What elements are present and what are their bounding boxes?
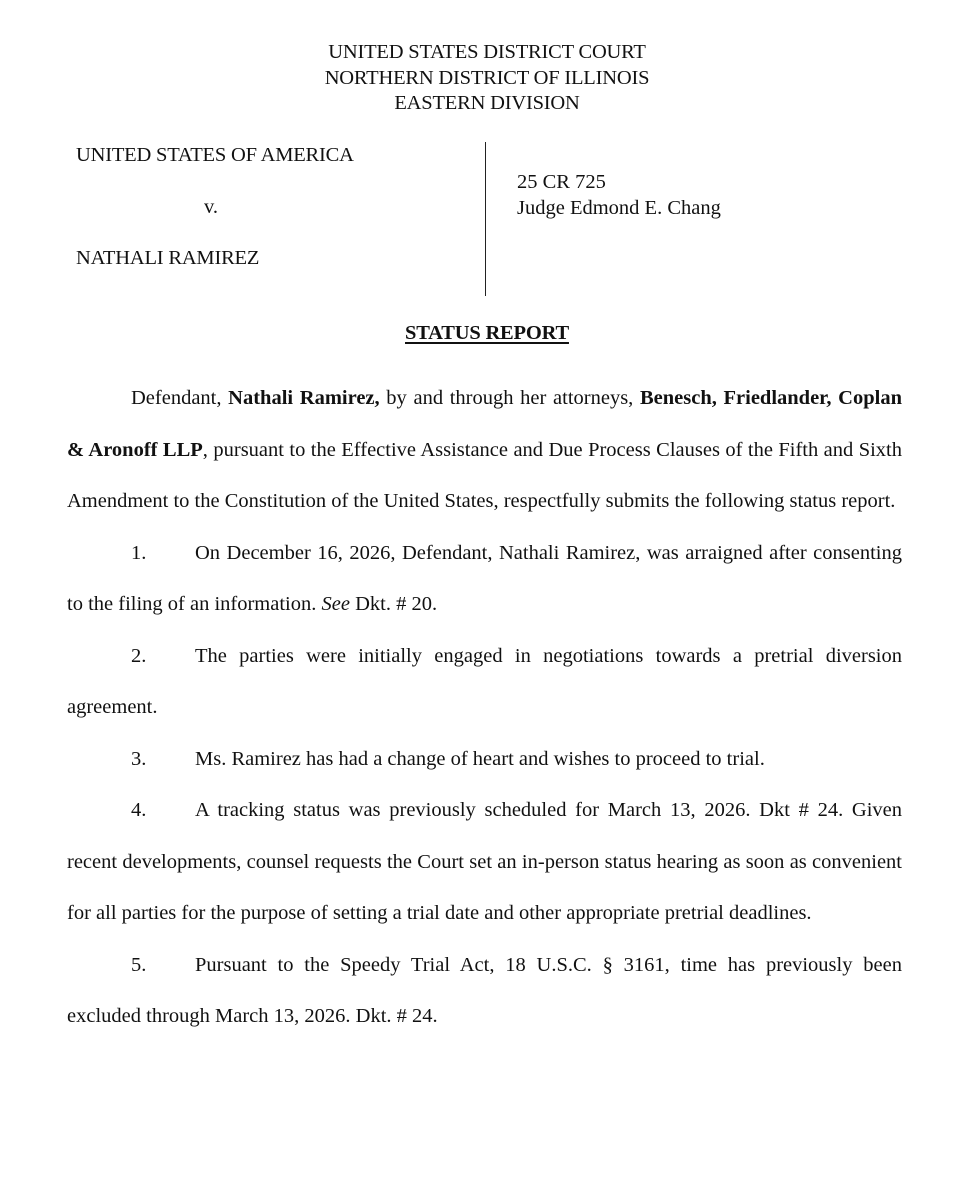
paragraph-text: The parties were initially engaged in negotiations towards a pretrial diversion agreement. (67, 644, 902, 718)
caption-case-info (517, 170, 721, 221)
intro-text-2: by and through her attorneys, (379, 387, 640, 409)
paragraph-number: 5. (131, 953, 147, 976)
numbered-paragraph-1 (67, 528, 902, 631)
versus-label: v. (204, 196, 219, 218)
intro-text-1: Defendant, (131, 387, 229, 409)
document-title: STATUS REPORT (405, 322, 569, 344)
intro-law-firm: Benesch, Friedlander, Coplan & Aronoff LLP (67, 387, 902, 461)
intro-paragraph (67, 373, 902, 528)
paragraph-number: 4. (131, 799, 147, 821)
caption-divider (485, 142, 486, 296)
numbered-paragraph-4 (67, 785, 902, 940)
paragraph-number: 2. (131, 644, 147, 667)
numbered-paragraph-5 (67, 940, 902, 1043)
court-division: EASTERN DIVISION (394, 92, 580, 114)
numbered-paragraph-2 (67, 631, 902, 734)
court-header (0, 40, 974, 117)
numbered-paragraph-3 (67, 734, 902, 786)
paragraph-number: 3. (131, 747, 147, 770)
paragraph-text: On December 16, 2026, Defendant, Nathali Ramirez, was arraigned after consenting to the filing of an information. (67, 541, 902, 615)
paragraph-text: Ms. Ramirez has had a change of heart and wishes to proceed to trial. (195, 747, 765, 770)
paragraph-text: Pursuant to the Speedy Trial Act, 18 U.S.C. § 3161, time has previously been excluded through March 13, 2026. Dkt. # 24. (67, 953, 902, 1027)
case-number: 25 CR 725 (517, 171, 606, 193)
plaintiff-name: UNITED STATES OF AMERICA (76, 144, 354, 166)
case-caption (0, 140, 974, 300)
intro-text-3: , pursuant to the Effective Assistance and Due Process Clauses of the Fifth and Sixth Amendment to the Constitution of the United States, respectfully submits the following status report. (67, 438, 903, 512)
intro-defendant-name: Nathali Ramirez, (228, 387, 380, 409)
paragraph-number: 1. (131, 541, 147, 564)
paragraph-text-after: Dkt. # 20. (349, 593, 438, 615)
paragraph-text: A tracking status was previously scheduled for March 13, 2026. Dkt # 24. Given recent developments, counsel requests the Court set an in-person status hearing as soon as convenient for all parties for the purpose of setting a trial date and other appropriate pretrial deadlines. (67, 799, 902, 924)
judge-name: Judge Edmond E. Chang (517, 196, 721, 219)
paragraph-signal-italic: See (321, 593, 350, 615)
defendant-name: NATHALI RAMIREZ (76, 247, 260, 269)
court-name: UNITED STATES DISTRICT COURT (328, 41, 646, 63)
court-district: NORTHERN DISTRICT OF ILLINOIS (324, 66, 650, 89)
document-body (67, 373, 902, 1043)
